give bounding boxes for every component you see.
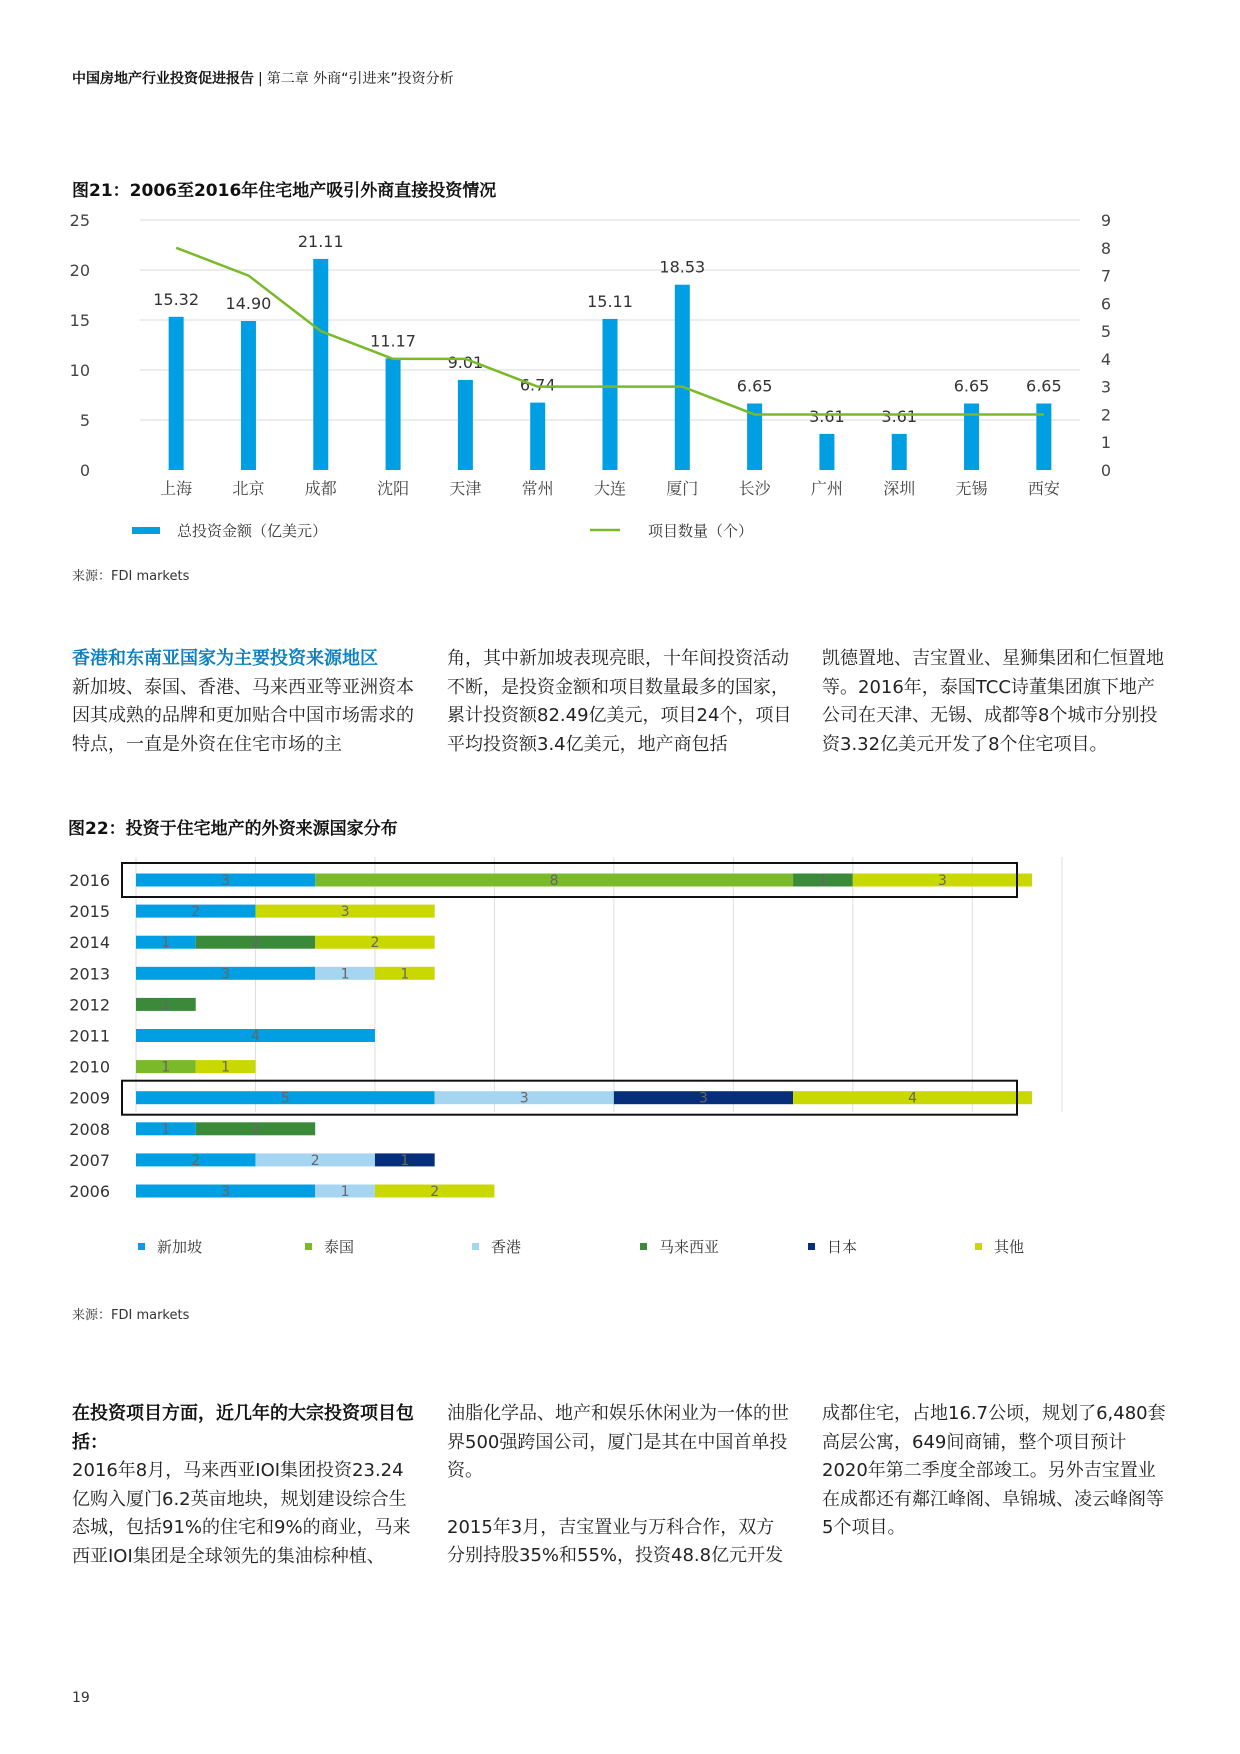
x-tick-label: 北京 (232, 479, 265, 498)
legend-label-project-count: 项目数量（个） (648, 522, 754, 540)
bar-data-label: 6.65 (1026, 376, 1062, 396)
y-tick-label: 15 (69, 311, 90, 330)
y2-tick-label: 4 (1100, 349, 1112, 369)
segment-data-label: 1 (161, 1121, 171, 1138)
section1-col2 (447, 645, 792, 759)
segment-data-label: 5 (280, 1090, 290, 1107)
x-tick-label: 常州 (521, 479, 554, 498)
x-tick-label: 上海 (160, 479, 193, 498)
bar (530, 403, 545, 470)
y2-tick-label: 9 (1100, 211, 1112, 230)
figure21-source: 来源：FDI markets (72, 569, 190, 584)
legend-label: 新加坡 (157, 1238, 203, 1256)
y-tick-label: 2006 (69, 1182, 110, 1201)
section1-col1-text: 新加坡、泰国、香港、马来西亚等亚洲资本因其成熟的品牌和更加贴合中国市场需求的特点，一直是外资在住宅市场的主 (72, 676, 414, 755)
chapter-title: 第二章 外商“引进来”投资分析 (266, 71, 454, 87)
y2-tick-label: 7 (1100, 266, 1112, 286)
x-tick-label: 无锡 (955, 479, 988, 498)
segment-data-label: 1 (340, 966, 350, 983)
bar-data-label: 11.17 (370, 331, 416, 351)
section2-col3-text: 成都住宅，占地16.7公顷，规划了6,480套高层公寓，649间商铺，整个项目预计2020年第二季度全部竣工。另外吉宝置业在成都还有鄰江峰阁、阜锦城、凌云峰阁等5个项目。 (822, 1403, 1166, 1538)
figure21-chart (60, 205, 1140, 550)
segment-data-label: 3 (221, 873, 231, 889)
y-tick-label: 5 (79, 411, 90, 430)
y-tick-label: 2015 (69, 902, 110, 922)
segment-data-label: 2 (191, 904, 201, 921)
section2-col1 (72, 1400, 417, 1571)
y-tick-label: 2008 (69, 1119, 110, 1139)
y-tick-label: 2012 (69, 995, 110, 1015)
bar (819, 434, 834, 470)
segment-data-label: 3 (221, 966, 231, 983)
legend-swatch (808, 1243, 815, 1250)
segment-data-label: 2 (370, 935, 380, 952)
segment-data-label: 2 (430, 1184, 440, 1200)
legend-label: 马来西亚 (659, 1238, 720, 1256)
y2-tick-label: 0 (1100, 461, 1112, 480)
segment-data-label: 1 (161, 997, 171, 1014)
legend-swatch (640, 1243, 647, 1250)
figure22-title: 图22：投资于住宅地产的外资来源国家分布 (68, 819, 398, 839)
legend-label: 香港 (491, 1238, 522, 1256)
section1-col1 (72, 645, 417, 759)
bar (313, 259, 328, 470)
section2-heading: 在投资项目方面，近几年的大宗投资项目包括： (72, 1403, 414, 1453)
segment-data-label: 1 (818, 873, 828, 889)
legend-swatch (305, 1243, 312, 1250)
bar-data-label: 6.65 (953, 376, 990, 396)
segment-data-label: 3 (519, 1090, 529, 1107)
segment-data-label: 1 (400, 966, 410, 983)
bar-data-label: 14.90 (225, 294, 272, 313)
segment-data-label: 2 (191, 1152, 201, 1169)
x-tick-label: 长沙 (738, 479, 771, 498)
x-tick-label: 厦门 (666, 479, 699, 498)
segment-data-label: 3 (221, 1184, 231, 1200)
page-header (72, 68, 454, 88)
section2-col2 (447, 1400, 792, 1571)
x-tick-label: 大连 (593, 479, 627, 498)
legend-swatch (138, 1243, 145, 1250)
y2-tick-label: 1 (1100, 433, 1112, 453)
header-separator: | (258, 71, 263, 87)
legend-label: 日本 (827, 1238, 858, 1256)
segment-data-label: 2 (310, 1152, 320, 1169)
y2-tick-label: 2 (1100, 405, 1112, 425)
y-tick-label: 2013 (69, 964, 110, 984)
legend-swatch (472, 1243, 479, 1250)
section1-col3-text: 凯德置地、吉宝置业、星狮集团和仁恒置地等。2016年，泰国TCC诗董集团旗下地产公司在天津、无锡、成都等8个城市分别投资3.32亿美元开发了8个住宅项目。 (822, 648, 1164, 755)
segment-data-label: 8 (549, 873, 559, 889)
bar-data-label: 6.74 (519, 375, 556, 395)
y-tick-label: 0 (79, 461, 90, 480)
figure22-chart (60, 845, 1160, 1300)
y-tick-label: 20 (69, 261, 90, 280)
segment-data-label: 3 (937, 873, 947, 889)
y-tick-label: 2007 (69, 1150, 110, 1170)
x-tick-label: 广州 (810, 479, 843, 498)
bar (458, 380, 473, 470)
y-tick-label: 2016 (69, 871, 110, 890)
bar (675, 285, 690, 470)
section1-col2-text: 角，其中新加坡表现亮眼，十年间投资活动不断，是投资金额和项目数量最多的国家，累计投资额82.49亿美元，项目24个，项目平均投资额3.4亿美元，地产商包括 (447, 648, 792, 755)
section1-col3 (822, 645, 1167, 759)
y-tick-label: 25 (69, 211, 90, 230)
legend-label-investment: 总投资金额（亿美元） (177, 522, 328, 540)
y2-tick-label: 3 (1100, 377, 1112, 397)
section2-col2-para2: 2015年3月，吉宝置业与万科合作，双方分别持股35%和55%，投资48.8亿元开发 (447, 1516, 784, 1566)
segment-data-label: 1 (161, 935, 171, 952)
bar-data-label: 18.53 (659, 257, 706, 277)
x-tick-label: 西安 (1027, 479, 1060, 498)
x-tick-label: 沈阳 (377, 479, 410, 498)
bar-data-label: 3.61 (881, 406, 918, 426)
y2-tick-label: 6 (1100, 294, 1112, 314)
segment-data-label: 2 (251, 1121, 260, 1138)
y2-tick-label: 8 (1100, 238, 1112, 258)
segment-data-label: 4 (251, 1028, 260, 1045)
y-tick-label: 2011 (69, 1026, 110, 1046)
x-tick-label: 深圳 (883, 479, 916, 498)
section2-col2-para1: 油脂化学品、地产和娱乐休闲业为一体的世界500强跨国公司，厦门是其在中国首单投资。 (447, 1403, 789, 1481)
segment-data-label: 1 (340, 1184, 350, 1200)
bar (892, 434, 907, 470)
section1-heading: 香港和东南亚国家为主要投资来源地区 (72, 648, 378, 669)
y-tick-label: 2009 (69, 1088, 110, 1108)
bar-data-label: 15.11 (587, 291, 633, 311)
legend-swatch (975, 1243, 982, 1250)
y2-tick-label: 5 (1100, 322, 1112, 342)
bar (169, 317, 184, 470)
segment-data-label: 3 (340, 904, 350, 921)
page-number: 19 (72, 1690, 90, 1706)
segment-data-label: 3 (699, 1090, 708, 1107)
section2-col1-text: 2016年8月，马来西亚IOI集团投资23.24亿购入厦门6.2英亩地块，规划建设综合生态城，包括91%的住宅和9%的商业，马来西亚IOI集团是全球领先的集油棕种植、 (72, 1460, 411, 1567)
bar-data-label: 3.61 (809, 406, 845, 426)
y-tick-label: 2010 (69, 1057, 110, 1077)
segment-data-label: 1 (221, 1059, 231, 1076)
y-tick-label: 2014 (69, 933, 110, 953)
segment-data-label: 1 (161, 1059, 171, 1076)
figure21-title: 图21：2006至2016年住宅地产吸引外商直接投资情况 (72, 181, 497, 201)
segment-data-label: 1 (400, 1152, 410, 1169)
report-title: 中国房地产行业投资促进报告 (72, 71, 254, 87)
y-tick-label: 10 (69, 361, 90, 380)
bar (241, 321, 256, 470)
bar (603, 319, 618, 470)
bar (386, 358, 401, 470)
bar-data-label: 21.11 (297, 231, 344, 251)
figure22-source: 来源：FDI markets (72, 1308, 190, 1323)
x-tick-label: 天津 (449, 479, 482, 498)
legend-swatch-investment (132, 527, 160, 534)
legend-label: 泰国 (324, 1238, 355, 1256)
bar-data-label: 6.65 (736, 376, 773, 396)
bar-data-label: 9.01 (447, 352, 484, 372)
segment-data-label: 2 (251, 935, 260, 952)
x-tick-label: 成都 (304, 479, 337, 498)
legend-label: 其他 (994, 1238, 1025, 1256)
section2-col3 (822, 1400, 1167, 1543)
bar-data-label: 15.32 (153, 289, 200, 309)
segment-data-label: 4 (908, 1090, 917, 1107)
